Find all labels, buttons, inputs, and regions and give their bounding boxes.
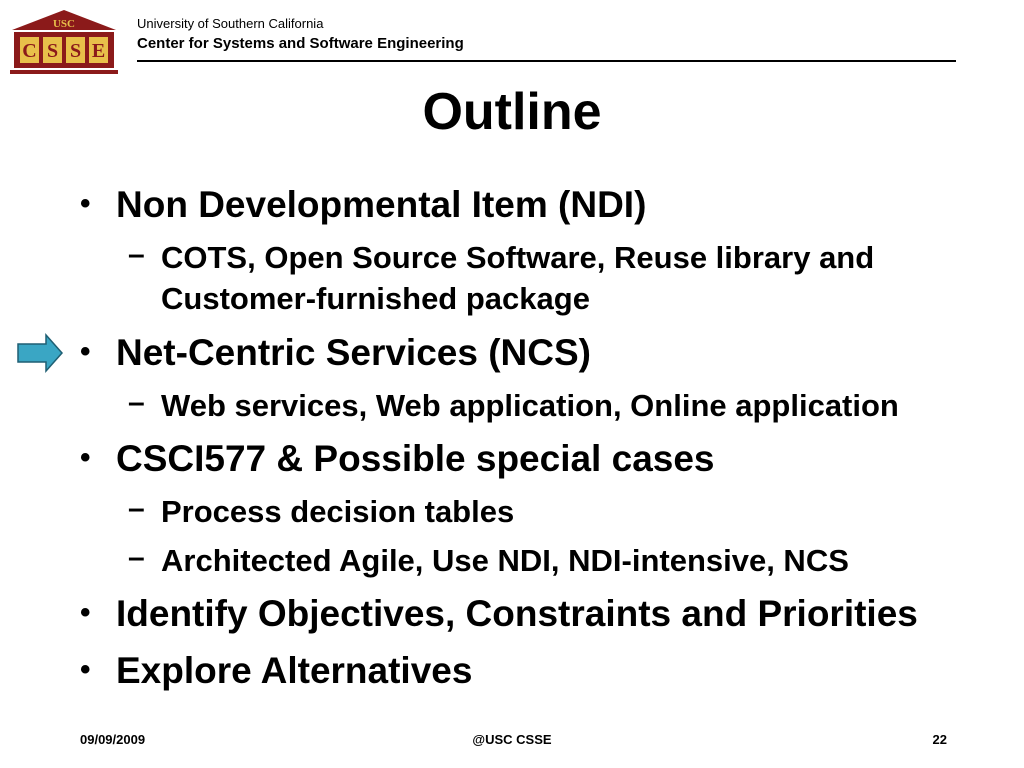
outline-item-alternatives: Explore Alternatives	[116, 650, 473, 691]
university-name: University of Southern California	[137, 16, 324, 31]
outline-item-special-cases: CSCI577 & Possible special cases	[116, 438, 715, 479]
logo-top-text: USC	[52, 18, 76, 30]
bullet-glyph: •	[80, 596, 91, 629]
logo-letter: E	[91, 40, 106, 62]
bullet-glyph: •	[80, 187, 91, 220]
logo-letter: C	[22, 40, 37, 62]
footer-center: @USC CSSE	[472, 732, 552, 747]
outline-item-objectives: Identify Objectives, Constraints and Priorities	[116, 593, 918, 634]
footer-page-number: 22	[932, 732, 947, 747]
logo-letter: S	[69, 40, 82, 62]
bullet-glyph: •	[80, 653, 91, 686]
dash-glyph: –	[128, 238, 145, 271]
outline-subitem: COTS, Open Source Software, Reuse library and	[161, 240, 875, 275]
footer-date: 09/09/2009	[80, 732, 146, 747]
bullet-glyph: •	[80, 335, 91, 368]
dash-glyph: –	[128, 492, 145, 525]
outline-item-ndi: Non Developmental Item (NDI)	[116, 184, 647, 225]
logo-letter: S	[46, 40, 59, 62]
center-name: Center for Systems and Software Engineering	[137, 35, 464, 52]
outline-subitem: Web services, Web application, Online application	[161, 388, 899, 423]
outline-subitem: Process decision tables	[161, 494, 515, 529]
right-arrow-icon	[16, 333, 64, 373]
header-divider	[137, 60, 956, 62]
dash-glyph: –	[128, 541, 145, 574]
bullet-glyph: •	[80, 441, 91, 474]
csse-logo	[8, 8, 120, 76]
outline-subitem: Customer-furnished package	[161, 281, 590, 316]
dash-glyph: –	[128, 386, 145, 419]
outline-item-ncs: Net-Centric Services (NCS)	[116, 332, 591, 373]
outline-subitem: Architected Agile, Use NDI, NDI-intensive, NCS	[161, 543, 849, 578]
slide-title: Outline	[422, 83, 602, 141]
